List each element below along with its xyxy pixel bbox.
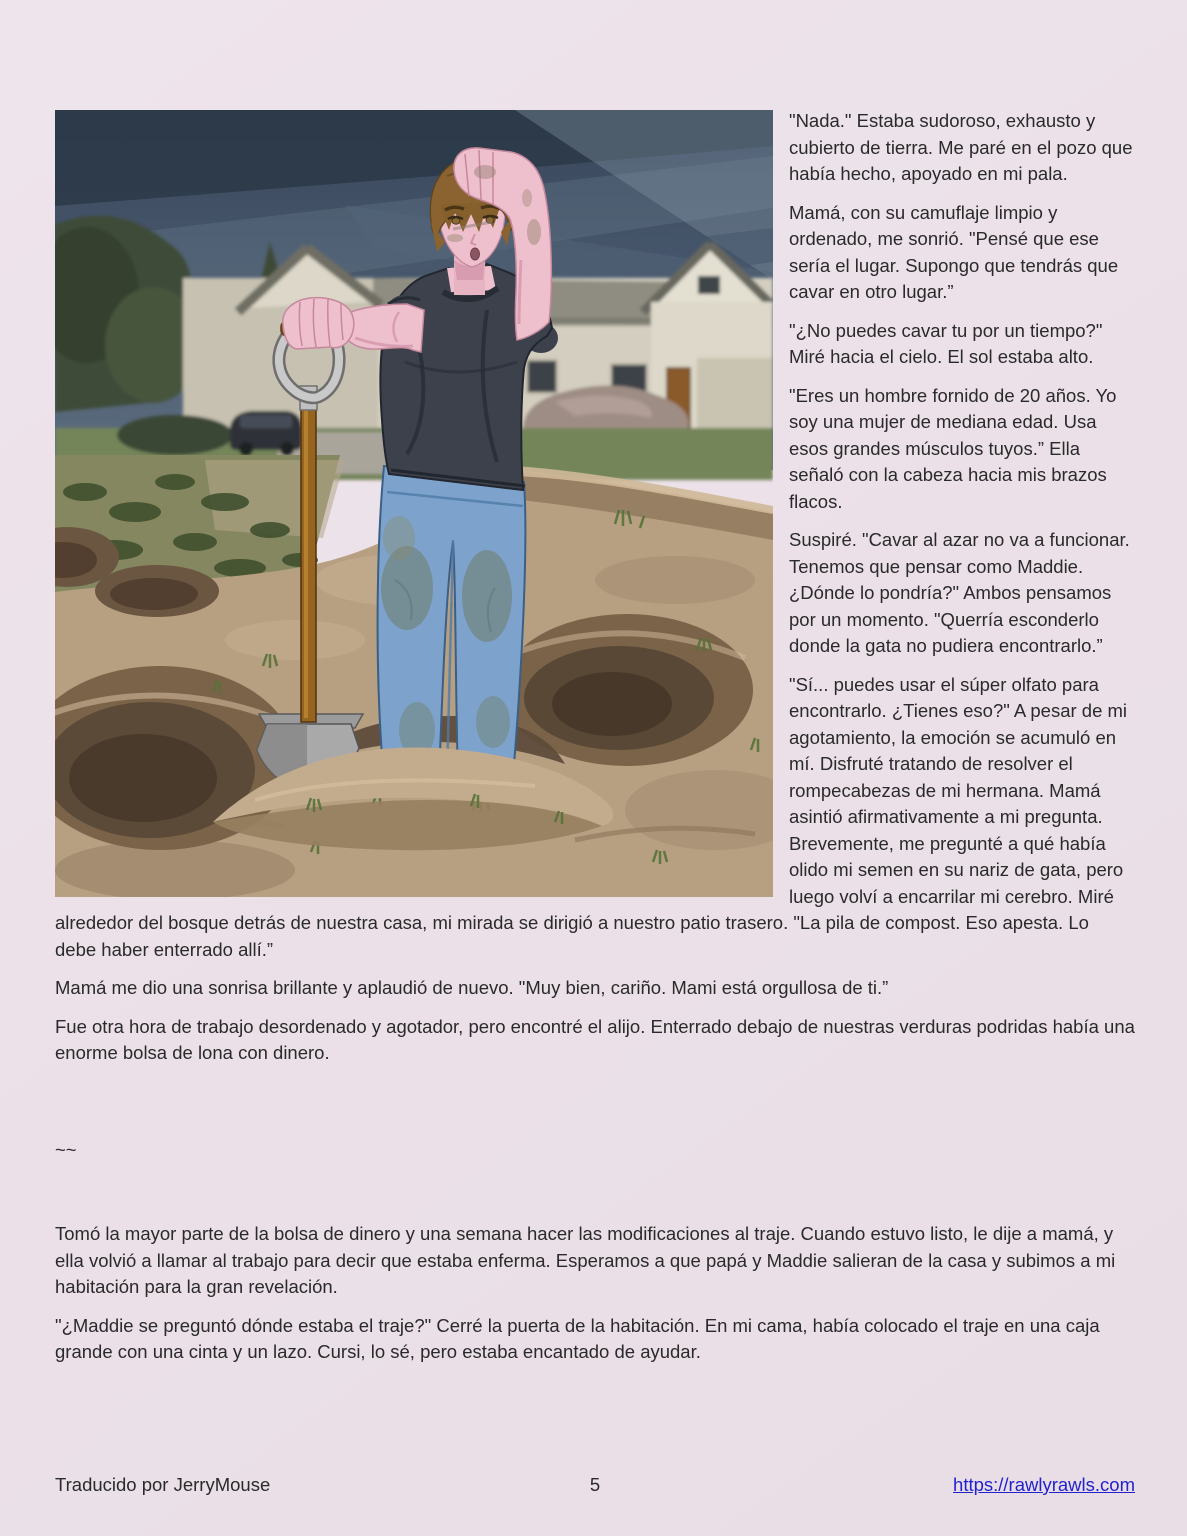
- page-footer: [55, 1474, 1135, 1502]
- story-paragraph: "Sí... puedes usar el súper olfato para encontrarlo. ¿Tienes eso?" A pesar de mi agotamiento, la emoción se acumuló en mí. Disfruté tratando de resolver el rompecabezas de mi hermana. Mamá asintió afirmativamente a mi pregunta. Brevemente, me pregunté a qué había olido mi semen en su nariz de gata, pero luego volví a encarrilar mi cerebro. Miré alrededor del bosque detrás de nuestra casa, mi mirada se dirigió a nuestro patio trasero. "La pila de compost. Eso apesta. Lo debe haber enterrado allí.”: [55, 673, 1128, 960]
- story-paragraph: "¿Maddie se preguntó dónde estaba el traje?" Cerré la puerta de la habitación. En mi cama, había colocado el traje en una caja grande con una cinta y un lazo. Cursi, lo sé, pero estaba encantado de ayudar.: [55, 1314, 1100, 1362]
- website-link[interactable]: https://rawlyrawls.com: [953, 1474, 1135, 1495]
- story-paragraph: Mamá me dio una sonrisa brillante y aplaudió de nuevo. "Muy bien, cariño. Mami está orgullosa de ti.”: [55, 977, 889, 998]
- page-number: 5: [589, 1474, 601, 1495]
- story-paragraph: Suspiré. "Cavar al azar no va a funcionar. Tenemos que pensar como Maddie. ¿Dónde lo pondría?" Ambos pensamos por un momento. "Querría esconderlo donde la gata no pudiera encontrarlo.”: [789, 529, 1130, 656]
- story-paragraph: Fue otra hora de trabajo desordenado y agotador, pero encontré el alijo. Enterrado debajo de nuestras verduras podridas había una enorme bolsa de lona con dinero.: [55, 1015, 1135, 1063]
- story-paragraph: Mamá, con su camuflaje limpio y ordenado, me sonrió. "Pensé que ese sería el lugar. Supongo que tendrás que cavar en otro lugar.”: [789, 201, 1119, 302]
- scene-separator: ~~: [55, 1138, 77, 1160]
- story-illustration: [55, 110, 773, 897]
- story-paragraph: Tomó la mayor parte de la bolsa de dinero y una semana hacer las modificaciones al traje. Cuando estuvo listo, le dije a mamá, y ella volvió a llamar al trabajo para decir que estaba enferma. Esperamos a que papá y Maddie salieran de la casa y subimos a mi habitación para la gran revelación.: [55, 1223, 1116, 1297]
- left-arm: [343, 304, 424, 352]
- story-paragraph: "¿No puedes cavar tu por un tiempo?" Miré hacia el cielo. El sol estaba alto.: [789, 319, 1103, 367]
- hand-on-grip: [283, 298, 354, 349]
- parked-car: [230, 411, 302, 456]
- translator-credit: Traducido por JerryMouse: [55, 1474, 271, 1495]
- story-paragraph: "Nada." Estaba sudoroso, exhausto y cubierto de tierra. Me paré en el pozo que había hecho, apoyado en mi pala.: [789, 110, 1133, 184]
- story-paragraph: "Eres un hombre fornido de 20 años. Yo soy una mujer de mediana edad. Usa esos grandes músculos tuyos.” Ella señaló con la cabeza hacia mis brazos flacos.: [789, 384, 1117, 512]
